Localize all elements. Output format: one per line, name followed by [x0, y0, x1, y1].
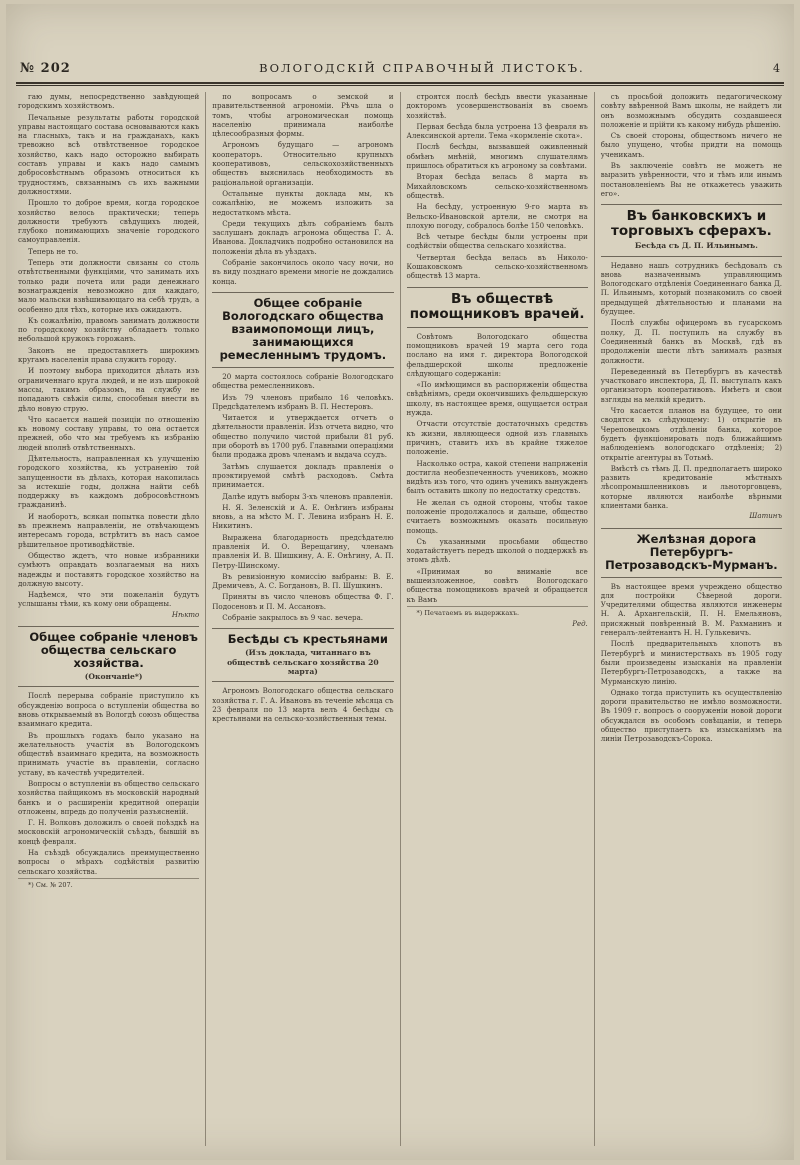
paragraph: Что касается планов на будущее, то они сводятся къ слѣдующему: 1) открытіе въ Череповецкомъ отдѣленіи банка, которое будетъ функціонировать подъ ближайшимъ наблюденіемъ вологодскаго отдѣленія; 2) открытіе агентуры въ Тотьмѣ. [600, 406, 782, 462]
paragraph: Среди текущихъ дѣлъ собраніемъ былъ заслушанъ докладъ агронома общества Г. А. Иванова. Докладчикъ подробно остановился на положеніи дѣла въ уѣздахъ. [212, 218, 394, 256]
paragraph: Насколько остра, какой степени напряженія достигла необезпеченность учениковъ, можно видѣть изъ того, что одинъ ученикъ вынужденъ былъ оставить школу по недостатку средствъ. [406, 458, 588, 496]
paragraph: Вмѣстѣ съ тѣмъ Д. П. предполагаетъ широко развить кредитованіе мѣстныхъ лѣсопромышленниковъ и льноторговцевъ, которые являются наиболѣе вѣрными клиентами банка. [600, 463, 782, 510]
paragraph: Печальные результаты работы городской управы настоящаго состава основываются какъ на гласныхъ, такъ и на гражданахъ, какъ тревожно всѣ отвѣтственное городское хозяйство, какъ надо осторожно выбирать составъ управы и какъ надо самымъ добросовѣстнымъ образомъ относиться къ трудностямъ, связаннымъ съ ихъ важными должностями. [18, 112, 200, 196]
paragraph: Теперь эти должности связаны со столь отвѣтственными функціями, что занимать ихъ только ради почета или ради денежнаго вознагражденія невозможно для каждаго, мало мальски взвѣшивающаго на себѣ трудъ, а особенно для тѣхъ, которые ихъ ожидаютъ. [18, 258, 200, 314]
header-rule-thin [16, 85, 784, 86]
paragraph: Вторая бесѣда велась 8 марта въ Михайловскомъ сельско-хозяйственномъ обществѣ. [406, 172, 588, 200]
paragraph: Въ ревизіонную комиссію выбраны: В. Е. Дремичевъ, А. С. Богдановъ, В. П. Шушкинъ. [212, 571, 394, 591]
column-3 [400, 92, 588, 1146]
article-heading: Общее собраніе Вологодскаго общества взаимопомощи лицъ, занимающихся ремесленнымъ трудомъ. [219, 295, 387, 362]
footnote: *) Печатаемъ въ выдержкахъ. [407, 606, 588, 618]
paragraph: Г. Н. Волковъ доложилъ о своей поѣздкѣ на московскій агрономическій съѣздъ, бывшій въ концѣ февраля. [18, 818, 200, 846]
paragraph: Общество ждетъ, что новые избранники сумѣютъ оправдать возлагаемыя на нихъ надежды и поставятъ городское хозяйство на должную высоту. [18, 550, 200, 588]
paragraph: гаю думы, непосредственно завѣдующей городскимъ хозяйствомъ. [18, 92, 200, 111]
page-header [20, 56, 780, 80]
article-signature: Ред. [572, 620, 588, 629]
paragraph: Послѣ бесѣды, вызвавшей оживленный обмѣнъ мнѣній, многимъ слушателямъ пришлось обратиться къ агроному за совѣтами. [406, 142, 588, 171]
article-subheading: (Окончаніе*) [84, 672, 143, 682]
paragraph: Далѣе идутъ выборы 3-хъ членовъ правленія. [222, 491, 393, 501]
paragraph: Читается и утверждается отчетъ о дѣятельности правленія. Изъ отчета видно, что общество получило чистой прибыли 81 руб. при оборотѣ въ 1700 руб. Главными операціями были продажа дровъ членамъ и выдача ссудъ. [212, 413, 394, 460]
article-heading: Желѣзная дорога Петербургъ-Петрозаводскъ-Мурманъ. [605, 531, 778, 572]
paragraph: по вопросамъ о земской и правительственной агрономіи. Рѣчь шла о томъ, чтобы агрономическая помощь населенію принимала наиболѣе цѣлесообразныя формы. [212, 92, 394, 139]
paragraph: Не желая съ одной стороны, чтобы такое положеніе продолжалось и дальше, общество считаетъ возможнымъ оказать посильную помощь. [406, 497, 588, 535]
paragraph: Послѣ службы офицеромъ въ гусарскомъ полку, Д. П. поступилъ на службу въ Соединенный банкъ въ Москвѣ, гдѣ въ продолженіи шести лѣтъ занималъ разныя должности. [600, 318, 782, 365]
paragraph: Совѣтомъ Вологодскаго общества помощниковъ врачей 19 марта сего года послано на имя г. директора Вологодской фельдшерской школы предложеніе слѣдующаго содержанія: [406, 331, 588, 378]
article-heading: Въ банковскихъ и торговыхъ сферахъ. [611, 208, 772, 240]
article-heading-box [212, 628, 393, 682]
paragraph: Собраніе закончилось около часу ночи, но въ виду позднаго времени многіе не дождались конца. [212, 258, 394, 286]
paragraph: Агрономъ будущаго — агрономъ кооператоръ. Относительно крупныхъ кооперативовъ, сельскохозяйственныхъ обществъ выяснилась необходимость въ раціональной организаціи. [212, 140, 394, 187]
paragraph: Надѣемся, что эти пожеланія будутъ услышаны тѣми, къ кому они обращены. [18, 590, 200, 609]
paragraph: Къ сожалѣнію, правомъ занимать должности по городскому хозяйству обладаетъ только небольшой кружокъ горожанъ. [18, 315, 200, 344]
article-heading: Бесѣды съ крестьянами [227, 632, 388, 647]
paragraph: строятся послѣ бесѣдъ ввести указанные докторомъ усовершенствованія въ своемъ хозяйствѣ. [406, 92, 588, 120]
paragraph: Послѣ перерыва собраніе приступило къ обсужденію вопроса о вступленіи общества во вновь открываемый въ Вологдѣ союзъ общества взаимнаго кредита. [18, 691, 200, 729]
paragraph: На бесѣду, устроенную 9-го марта въ Вельско-Ивановской артели, не смотря на плохую погоду, собралось болѣе 150 человѣкъ. [406, 202, 588, 230]
paragraph: Прошло то доброе время, когда городское хозяйство велось практически; теперь должности требуютъ свѣдущихъ людей, глубоко понимающихъ значеніе городского самоуправленія. [18, 198, 200, 245]
paragraph: Отчасти отсутствіе достаточныхъ средствъ къ жизни, являющееся одной изъ главныхъ причинъ, ставитъ ихъ въ крайне тяжелое положеніе. [406, 419, 588, 457]
paragraph: И наоборотъ, всякая попытка повести дѣло въ прежнемъ направленіи, не отвѣчающемъ интересамъ города, встрѣтитъ въ насъ самое рѣшительное противодѣйствіе. [18, 511, 200, 549]
paragraph: Что касается нашей позиціи по отношенію къ новому составу управы, то она остается прежней, обо что мы требуемъ къ избранію людей вполнѣ отвѣтственныхъ. [18, 414, 200, 452]
paragraph: Приняты въ число членовъ общества Ф. Г. Подосеновъ и П. М. Ассановъ. [212, 592, 394, 611]
paragraph: Агрономъ Вологодскаго общества сельскаго хозяйства г. Г. А. Ивановъ въ теченіе мѣсяца съ 23 февраля по 13 марта велъ 4 бесѣды съ крестьянами на сельско-хозяйственныя темы. [212, 686, 394, 724]
paragraph: Н. Я. Зеленскій и А. Е. Онѣгинъ избраны вновь, а на мѣсто М. Г. Левина избранъ Н. Е. Никитинъ. [212, 502, 394, 531]
paragraph: На съѣздѣ обсуждались преимущественно вопросы о мѣрахъ содѣйствія развитію сельскаго хозяйства. [18, 848, 200, 876]
paragraph: съ просьбой доложить педагогическому совѣту ввѣренной Вамъ школы, не найдетъ ли онъ возможнымъ обсудить создавшееся положеніе и прійти къ какому нибудь рѣшенію. [600, 92, 782, 129]
article-subheading: Бесѣда съ Д. П. Ильинымъ. [634, 241, 758, 251]
column-2 [205, 92, 393, 1146]
paragraph: Въ прошлыхъ годахъ было указано на желательность участія въ Вологодскомъ обществѣ взаимнаго кредита, на возможность принимать участіе въ правленіи, согласно уставу, въ качествѣ учредителей. [18, 730, 200, 777]
paragraph: Съ своей стороны, обществомъ ничего не было упущено, чтобы придти на помощь ученикамъ. [600, 131, 782, 159]
issue-number: № 202 [20, 60, 71, 76]
paragraph: Теперь не то. [28, 246, 79, 256]
paragraph: «Принимая во вниманіе все вышеизложенное, совѣтъ Вологодскаго общества помощниковъ врачей и обращается къ Вамъ [406, 566, 588, 604]
paragraph: Вопросы о вступленіи въ общество сельскаго хозяйства пайщикомъ въ московскій народный банкъ и о расширеніи кредитной операціи отложены, впредь до полученія разъясненій. [18, 779, 200, 816]
paragraph: Затѣмъ слушается докладъ правленія о проэктируемой смѣтѣ расходовъ. Смѣта принимается. [212, 461, 394, 490]
article-heading-box [407, 287, 588, 328]
page-number: 4 [773, 61, 780, 75]
paragraph: Всѣ четыре бесѣды были устроены при содѣйствіи общества сельскаго хозяйства. [406, 232, 588, 251]
paragraph: Выражена благодарность предсѣдателю правленія И. О. Верещагину, членамъ правленія И. В. Шишкину, А. Е. Онѣгину, А. П. Петру-Шинскому. [212, 532, 394, 570]
article-heading-box [601, 204, 782, 256]
paragraph: «По имѣющимся въ распоряженіи общества свѣдѣніямъ, среди окончившихъ фельдшерскую школу, въ настоящее время, ощущается острая нужда. [406, 380, 588, 418]
newspaper-page [6, 4, 794, 1160]
columns [18, 92, 782, 1146]
article-heading: Общее собраніе членовъ общества сельскаго хозяйства. [29, 630, 198, 671]
paragraph: Переведенный въ Петербургъ въ качествѣ участковаго инспектора, Д. П. выступалъ какъ организаторъ кооперативовъ. Имѣетъ и свои взгляды на мелкій кредитъ. [600, 366, 782, 404]
article-heading-box [601, 528, 782, 578]
paragraph: Послѣ предварительныхъ хлопотъ въ Петербургѣ и министерствахъ въ 1905 году были произведены изысканія на правленіи Петербургъ-Петрозаводскъ, а также на Мурманскую линію. [600, 639, 782, 686]
footnote: *) См. № 207. [18, 878, 199, 890]
paragraph: Въ настоящее время учреждено общество для постройки Сѣверной дороги. Учредителями общества являются инженеры Н. А. Архангельскій, П. Н. Емельяновъ, присяжный повѣренный В. М. Рахманинъ и генералъ-лейтенантъ Н. Н. Гулькевичъ. [600, 581, 782, 638]
paragraph: Первая бесѣда была устроена 13 февраля въ Алексинской артели. Тема «кормленіе скота». [406, 121, 588, 141]
article-signature: Нѣкто [171, 610, 200, 619]
paragraph: Недавно нашъ сотрудникъ бесѣдовалъ съ вновь назначеннымъ управляющимъ Вологодскаго отдѣленія Соединеннаго банка Д. П. Ильинымъ, который познакомилъ со своей предыдущей дѣятельностью и планами на будущее. [600, 260, 782, 317]
paragraph: Законъ не предоставляетъ широкимъ кругамъ населенія права служить городу. [18, 345, 200, 365]
article-signature: Шатинъ [749, 512, 782, 521]
paragraph: Изъ 79 членовъ прибыло 16 человѣкъ. Предсѣдателемъ избранъ В. П. Нестеровъ. [212, 392, 394, 411]
paragraph: Однако тогда приступить къ осуществленію дороги правительство не имѣло возможности. Въ 1909 г. вопросъ о сооруженіи новой дороги обсуждался въ особомъ совѣщаніи, и теперь общество приступаетъ къ изысканіямъ на линіи Петрозаводскъ-Сорока. [600, 687, 782, 744]
column-1 [18, 92, 199, 1146]
paragraph: Четвертая бесѣда велась въ Николо-Кошаковскомъ сельско-хозяйственномъ обществѣ 13 марта. [406, 252, 588, 281]
paragraph: Въ заключеніе совѣтъ не можетъ не выразить увѣренности, что и тѣмъ или инымъ постановленіемъ Вы не откажетесь уважить его». [600, 161, 782, 198]
article-heading: Въ обществѣ помощниковъ врачей. [409, 290, 585, 322]
column-4 [594, 92, 782, 1146]
paragraph: И поэтому выбора приходится дѣлать изъ ограниченнаго круга людей, и не изъ широкой массы, такимъ образомъ, на службу не попадаютъ свѣжія силы, способныя внести въ дѣло новую струю. [18, 366, 200, 413]
article-heading-box [212, 292, 393, 368]
paragraph: 20 марта состоялось собраніе Вологодскаго общества ремесленниковъ. [212, 371, 394, 391]
paragraph: Съ указанными просьбами общество ходатайствуетъ передъ школой о поддержкѣ въ этомъ дѣлѣ. [406, 536, 588, 565]
paragraph: Дѣятельность, направленная къ улучшенію городского хозяйства, къ устраненію той запущенности въ дѣлахъ, которая накопилась за истекшіе годы, должна найти себѣ поддержку въ каждомъ добросовѣстномъ гражданинѣ. [18, 453, 200, 510]
paragraph: Остальные пункты доклада мы, къ сожалѣнію, не можемъ изложить за недостаткомъ мѣста. [212, 188, 394, 217]
article-heading-box [18, 626, 199, 687]
article-subheading: (Изъ доклада, читаннаго въ обществѣ сельскаго хозяйства 20 марта) [227, 648, 379, 676]
header-rule [16, 82, 784, 84]
newspaper-title: ВОЛОГОДСКІЙ СПРАВОЧНЫЙ ЛИСТОКЪ. [259, 61, 585, 75]
paragraph: Собраніе закрылось въ 9 час. вечера. [222, 613, 364, 623]
